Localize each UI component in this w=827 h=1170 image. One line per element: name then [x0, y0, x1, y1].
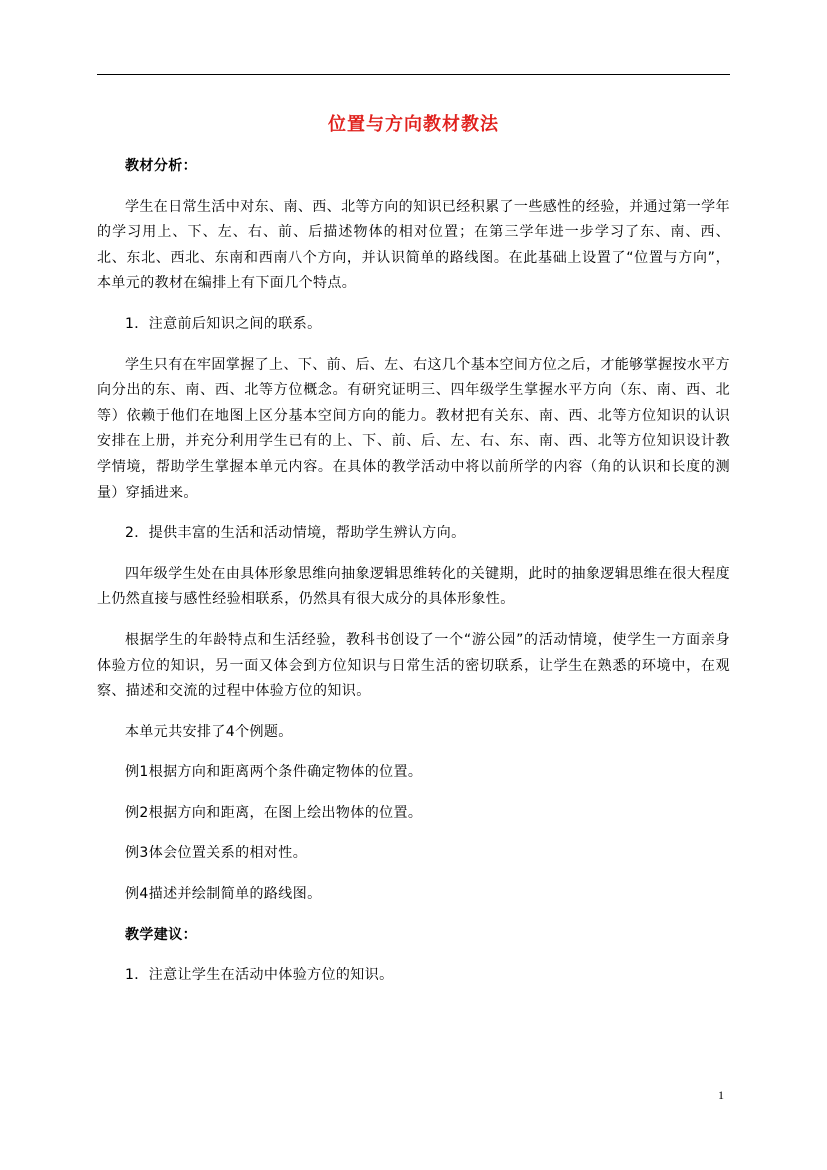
example-item: 例3体会位置关系的相对性。	[125, 845, 308, 862]
paragraph: 本单元共安排了4个例题。	[125, 723, 293, 740]
paragraph: 学生在日常生活中对东、南、西、北等方向的知识已经积累了一些感性的经验，并通过第一学年的学习用上、下、左、右、前、后描述物体的相对位置；在第三学年进一步学习了东、南、西、北、东北、西北、东南和西南八个方向，并认识简单的路线图。在此基础上设置了“位置与方向”，本单元的教材在编排上有下面几个特点。	[97, 198, 730, 292]
section-heading-suggestions: 教学建议：	[125, 926, 197, 943]
list-item-1: 1．注意前后知识之间的联系。	[125, 315, 322, 332]
example-item: 例4描述并绘制简单的路线图。	[125, 886, 322, 903]
example-item: 例2根据方向和距离，在图上绘出物体的位置。	[125, 804, 423, 821]
section-heading-analysis: 教材分析：	[125, 158, 197, 174]
list-item-2: 2．提供丰富的生活和活动情境，帮助学生辨认方向。	[125, 525, 466, 542]
example-item: 例1根据方向和距离两个条件确定物体的位置。	[125, 764, 423, 781]
paragraph: 学生只有在牢固掌握了上、下、前、后、左、右这几个基本空间方位之后，才能够掌握按水平方向分出的东、南、西、北等方位概念。有研究证明三、四年级学生掌握水平方向（东、南、西、北等）依赖于他们在地图上区分基本空间方向的能力。教材把有关东、南、西、北等方位知识的认识安排在上册，并充分利用学生已有的上、下、前、后、左、右、东、南、西、北等方位知识设计教学情境，帮助学生掌握本单元内容。在具体的教学活动中将以前所学的内容（角的认识和长度的测量）穿插进来。	[97, 356, 730, 501]
document-title: 位置与方向教材教法	[328, 114, 499, 135]
paragraph: 根据学生的年龄特点和生活经验，教科书创设了一个“游公园”的活动情境，使学生一方面亲身体验方位的知识，另一面又体会到方位知识与日常生活的密切联系，让学生在熟悉的环境中，在观察、描述和交流的过程中体验方位的知识。	[97, 631, 730, 700]
list-item-1: 1．注意让学生在活动中体验方位的知识。	[125, 967, 394, 984]
header-rule	[97, 74, 730, 75]
paragraph: 四年级学生处在由具体形象思维向抽象逻辑思维转化的关键期，此时的抽象逻辑思维在很大程度上仍然直接与感性经验相联系，仍然具有很大成分的具体形象性。	[97, 565, 730, 608]
document-body	[97, 112, 730, 1004]
page-number: 1	[718, 1088, 724, 1102]
